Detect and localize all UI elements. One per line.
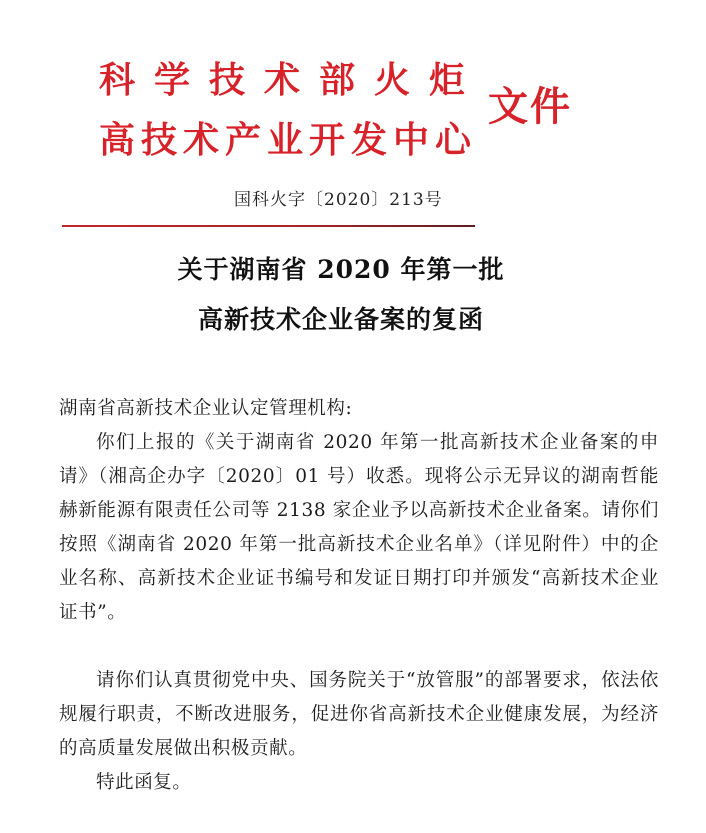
issuer-name-line1: 科学技术部火炬 <box>99 59 485 101</box>
document-title-line2: 高新技术企业备案的复函 <box>197 305 484 334</box>
closing-line: 特此函复。 <box>96 772 192 793</box>
header-divider <box>62 225 475 227</box>
document-number: 国科火字〔2020〕213号 <box>234 190 443 210</box>
document-title-line1: 关于湖南省 2020 年第一批 <box>177 255 505 284</box>
addressee: 湖南省高新技术企业认定管理机构: <box>59 398 353 419</box>
issuer-name-line2: 高技术产业开发中心 <box>99 119 478 161</box>
body-paragraph-2: 请你们认真贯彻党中央、国务院关于“放管服”的部署要求，依法依规履行职责，不断改进服务，促进你省高新技术企业健康发展，为经济的高质量发展做出积极贡献。 <box>59 670 659 759</box>
body-paragraph-1: 你们上报的《关于湖南省 2020 年第一批高新技术企业备案的申请》（湘高企办字〔2020〕01 号）收悉。现将公示无异议的湖南哲能赫新能源有限责任公司等 2138 家企业予以高新技术企业备案。请你们按照《湖南省 2020 年第一批高新技术企业名单》（详见附件）中的企业名称、高新技术企业证书编号和发证日期打印并颁发“高新技术企业证书”。 <box>59 432 659 623</box>
document-type-label: 文件 <box>488 83 572 130</box>
